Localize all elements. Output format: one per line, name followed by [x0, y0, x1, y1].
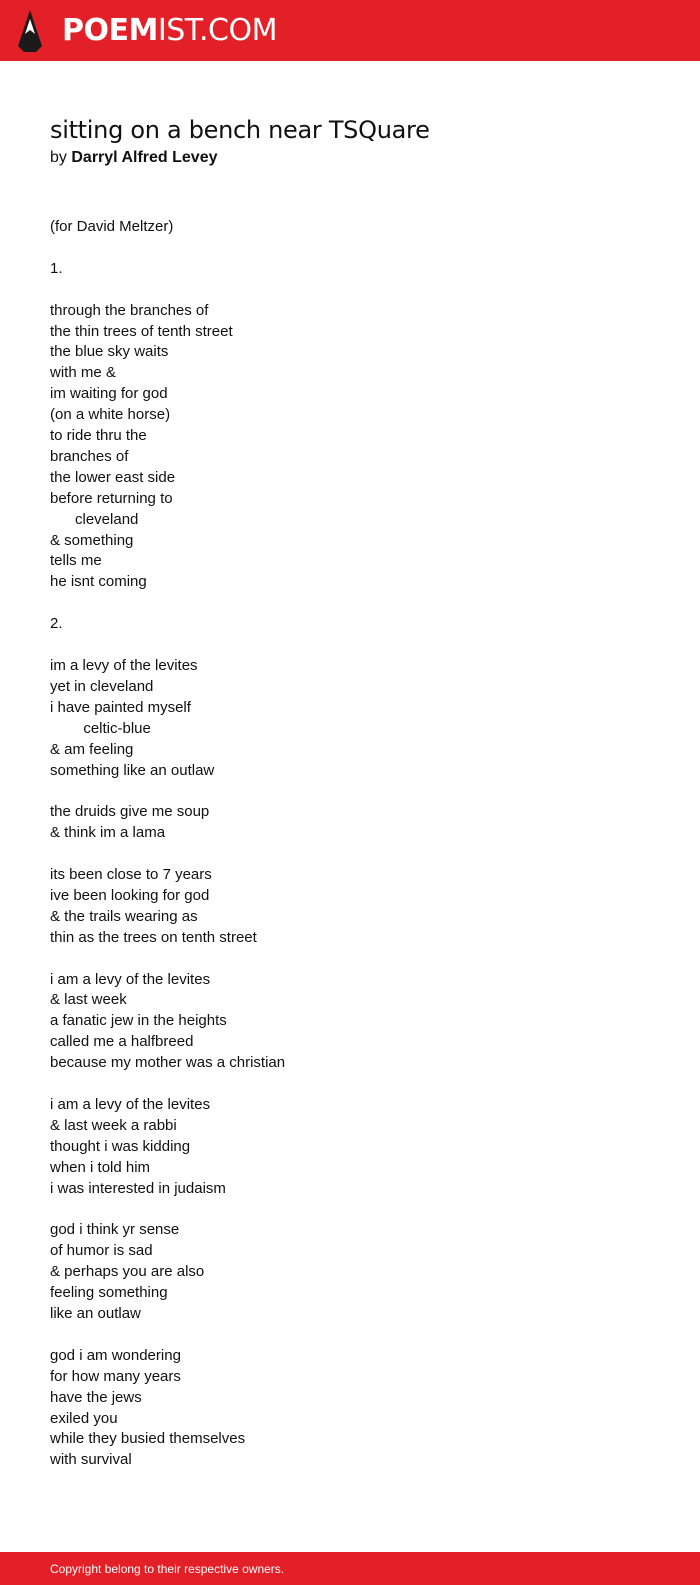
poem-line: feeling something — [50, 1284, 168, 1302]
poem-line: god i think yr sense — [50, 1221, 180, 1239]
poem-line — [50, 593, 670, 614]
site-header — [0, 0, 700, 61]
logo-text-light: IST.COM — [157, 13, 277, 48]
poem-line: with me & — [50, 364, 116, 382]
poem-line: something like an outlaw — [50, 761, 215, 779]
poem-line: & perhaps you are also — [50, 1263, 205, 1281]
poem-line: the thin trees of tenth street — [50, 322, 233, 340]
poem-line: i was interested in judaism — [50, 1179, 226, 1197]
poem-line: through the branches of — [50, 301, 209, 319]
poem-line: & last week a rabbi — [50, 1116, 177, 1134]
by-label: by — [50, 149, 67, 166]
poem-line — [50, 781, 670, 802]
poem-line: thought i was kidding — [50, 1137, 191, 1155]
poem-line: before returning to — [50, 489, 173, 507]
copyright-text: Copyright belong to their respective owners. — [50, 1562, 285, 1576]
poem-line — [50, 949, 670, 970]
poem-line: branches of — [50, 447, 129, 465]
poem-line: like an outlaw — [50, 1304, 141, 1322]
poem-line: & last week — [50, 991, 127, 1009]
poem-line: & am feeling — [50, 740, 134, 758]
poem-line: with survival — [50, 1451, 132, 1469]
poem-line: & the trails wearing as — [50, 907, 198, 925]
poem-line — [50, 1074, 670, 1095]
poem-line — [50, 1325, 670, 1346]
poem-line: ive been looking for god — [50, 886, 210, 904]
poem-line — [50, 635, 670, 656]
logo-text-bold: POEM — [62, 13, 158, 48]
poem-line: for how many years — [50, 1367, 181, 1385]
poem-line: (on a white horse) — [50, 406, 171, 424]
poem-line: its been close to 7 years — [50, 866, 212, 883]
poem-line: i am a levy of the levites — [50, 1095, 211, 1113]
poem-line: while they busied themselves — [50, 1430, 246, 1448]
poem-line — [50, 1199, 670, 1220]
poem-body — [50, 217, 670, 1471]
poem-line: the lower east side — [50, 468, 176, 486]
site-logo[interactable] — [18, 10, 277, 52]
poem-line: the druids give me soup — [50, 803, 210, 821]
poem-line: 2. — [50, 615, 63, 633]
poem-line: im waiting for god — [50, 385, 168, 403]
poem-line: the blue sky waits — [50, 343, 169, 361]
poem-line: celtic-blue — [50, 719, 151, 737]
poem-line — [50, 844, 670, 865]
poem-line: when i told him — [50, 1158, 151, 1176]
poem-line — [50, 238, 670, 259]
poem-line: tells me — [50, 552, 102, 570]
poem-line: he isnt coming — [50, 573, 147, 591]
poem-line: & something — [50, 531, 134, 549]
poem-line: called me a halfbreed — [50, 1033, 194, 1051]
poem-line — [50, 280, 670, 301]
logo-text — [62, 10, 277, 52]
poem-line: (for David Meltzer) — [50, 218, 174, 235]
poem-heading — [50, 116, 670, 168]
poem-title: sitting on a bench near TSQuare — [50, 116, 430, 144]
poem-line: i am a levy of the levites — [50, 970, 211, 988]
poem-line: i have painted myself — [50, 698, 191, 716]
poem-line: im a levy of the levites — [50, 656, 198, 674]
poem-line: because my mother was a christian — [50, 1054, 286, 1072]
poem-line: & think im a lama — [50, 824, 166, 842]
poem-line: of humor is sad — [50, 1242, 153, 1260]
poem-line: have the jews — [50, 1388, 142, 1406]
poem-line: yet in cleveland — [50, 677, 154, 695]
poem-line: 1. — [50, 259, 63, 277]
poem-line: thin as the trees on tenth street — [50, 928, 257, 946]
poem-line: exiled you — [50, 1409, 118, 1427]
poem-line: a fanatic jew in the heights — [50, 1012, 227, 1030]
byline — [50, 148, 670, 168]
site-footer — [0, 1552, 700, 1585]
poem-line: cleveland — [50, 510, 139, 528]
poem-line: to ride thru the — [50, 427, 147, 445]
poem-line: god i am wondering — [50, 1346, 181, 1364]
pencil-tip-icon — [18, 10, 42, 52]
poem-author: Darryl Alfred Levey — [71, 149, 218, 166]
